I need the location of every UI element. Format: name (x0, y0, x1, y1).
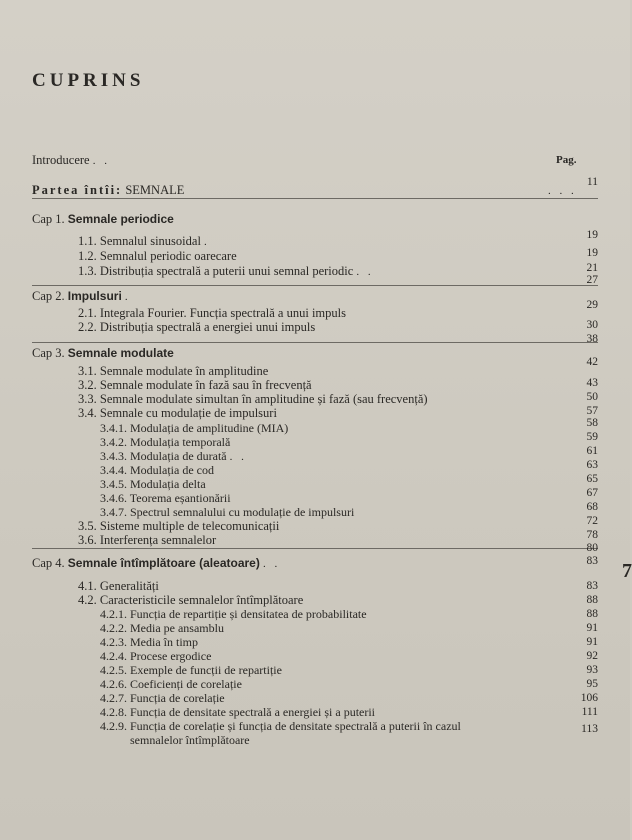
toc-section: 4.1. Generalități 83 (78, 579, 598, 593)
toc-section: 3.4. Semnale cu modulație de impulsuri 58 (78, 406, 598, 429)
entry-page: 59 (586, 431, 598, 443)
entry-page: 88 (586, 594, 598, 606)
chapter-title: Impulsuri (67, 289, 122, 303)
chapter-title: Semnale modulate (67, 346, 174, 360)
entry-page: 50 (586, 391, 598, 403)
leader-dots: . . (92, 155, 110, 167)
entry-page: 106 (580, 692, 598, 704)
toc-subsection: 3.4.2. Modulația temporală 61 (100, 435, 598, 457)
toc-subsection: 4.2.2. Media pe ansamblu 91 (100, 621, 598, 635)
toc-subsection: 4.2.5. Exemple de funcții de repartiție 93 (100, 663, 598, 677)
entry-page: 91 (586, 622, 598, 634)
toc-section: 3.6. Interferența semnalelor 80 (78, 533, 598, 554)
toc-chapter (0, 212, 630, 241)
toc-subsection: 4.2.9. Funcția de corelație și funcția de densitate spectrală a puterii în cazul (100, 719, 461, 733)
entry-page: 95 (586, 678, 598, 690)
entry-page: 11 (586, 176, 598, 188)
chapter-title: Semnale întîmplătoare (aleatoare) (67, 556, 260, 570)
divider-rule (32, 198, 598, 199)
entry-page: 21 (586, 262, 598, 274)
toc-part (0, 183, 630, 197)
entry-page: 38 (586, 333, 598, 345)
entry-page: 19 (586, 247, 598, 259)
toc-chapter: Cap 3. Semnale modulate 42 (32, 346, 598, 368)
toc-subsection: 4.2.8. Funcția de densitate spectrală a energiei și a puterii 111 (100, 705, 598, 719)
toc-subsection: 3.4.5. Modulația delta 67 (100, 477, 598, 499)
entry-page: 68 (586, 501, 598, 513)
toc-subsection: 3.4.3. Modulația de durată . . 63 (100, 449, 598, 471)
toc-section: 3.5. Sisteme multiple de telecomunicații 78 (78, 519, 598, 541)
entry-page: 91 (586, 636, 598, 648)
entry-label: Introducere (32, 153, 90, 167)
page-edge-mark: 7 (622, 560, 632, 582)
toc-subsection: 4.2.7. Funcția de corelație 106 (100, 691, 598, 705)
toc-section: 2.1. Integrala Fourier. Funcția spectrală a unui impuls 30 (78, 306, 598, 331)
toc-subsection: 3.4.1. Modulația de amplitudine (MIA) 59 (100, 421, 598, 443)
divider-rule (32, 342, 598, 343)
toc-chapter: Cap 4. Semnale întîmplătoare (aleatoare) . . 83 (32, 555, 598, 570)
entry-page: 65 (586, 473, 598, 485)
entry-page: 63 (586, 459, 598, 471)
toc-section: 3.2. Semnale modulate în fază sau în frecvență 50 (78, 378, 598, 403)
entry-page: 57 (586, 405, 598, 417)
toc-subsection: 3.4.4. Modulația de cod 65 (100, 463, 598, 485)
entry-page: 29 (586, 299, 598, 311)
chapter-number: Cap 1. (32, 212, 65, 226)
toc-section: 3.3. Semnale modulate simultan în amplitudine și fază (sau frecvență) 57 (78, 392, 598, 417)
toc-subsection-continued: semnalelor întîmplătoare 113 (130, 723, 598, 747)
toc-section: 4.2. Caracteristicile semnalelor întîmplătoare 88 (78, 593, 598, 607)
toc-subsection: 4.2.3. Media în timp 91 (100, 635, 598, 649)
entry-page: 113 (581, 723, 598, 735)
page-title: CUPRINS (32, 70, 145, 91)
page-column-label: Pag. (556, 154, 577, 166)
entry-page: 78 (586, 529, 598, 541)
toc-subsection: 4.2.6. Coeficienți de corelație 95 (100, 677, 598, 691)
entry-page: 61 (586, 445, 598, 457)
toc-section: 1.1. Semnalul sinusoidal . 19 (78, 234, 598, 259)
toc-section: 2.2. Distribuția spectrală a energiei unui impuls 38 (78, 320, 598, 345)
toc-subsection: 3.4.6. Teorema eșantionării 68 (100, 491, 598, 513)
toc-section: 1.3. Distribuția spectrală a puterii unui semnal periodic . . 27 (78, 264, 598, 286)
part-label: Partea întîi: (32, 183, 123, 197)
toc-subsection: 4.2.1. Funcția de repartiție și densitatea de probabilitate 88 (100, 607, 598, 621)
entry-page: 93 (586, 664, 598, 676)
entry-page: 83 (586, 555, 598, 567)
divider-rule (32, 548, 598, 549)
toc-subsection: 3.4.7. Spectrul semnalului cu modulație de impulsuri 72 (100, 505, 598, 527)
entry-page: 43 (586, 377, 598, 389)
toc-entry (0, 153, 630, 188)
leader-dots: . . . (548, 185, 577, 197)
entry-page: 80 (586, 542, 598, 554)
entry-page: 83 (586, 580, 598, 592)
entry-page: 72 (586, 515, 598, 527)
part-title: SEMNALE (125, 183, 185, 197)
toc-subsection: 4.2.4. Procese ergodice 92 (100, 649, 598, 663)
entry-page: 88 (586, 608, 598, 620)
entry-page: 92 (586, 650, 598, 662)
entry-page: 27 (586, 274, 598, 286)
entry-page: 19 (586, 229, 598, 241)
toc-section: 3.1. Semnale modulate în amplitudine 43 (78, 364, 598, 389)
chapter-title: Semnale periodice (67, 212, 174, 226)
toc-chapter: Cap 2. Impulsuri . 29 (32, 289, 598, 311)
entry-page: 67 (586, 487, 598, 499)
entry-page: 42 (586, 356, 598, 368)
entry-page: 111 (581, 706, 598, 718)
entry-page: 30 (586, 319, 598, 331)
toc-section: 1.2. Semnalul periodic oarecare 21 (78, 249, 598, 274)
divider-rule (32, 285, 598, 286)
entry-page: 58 (586, 417, 598, 429)
